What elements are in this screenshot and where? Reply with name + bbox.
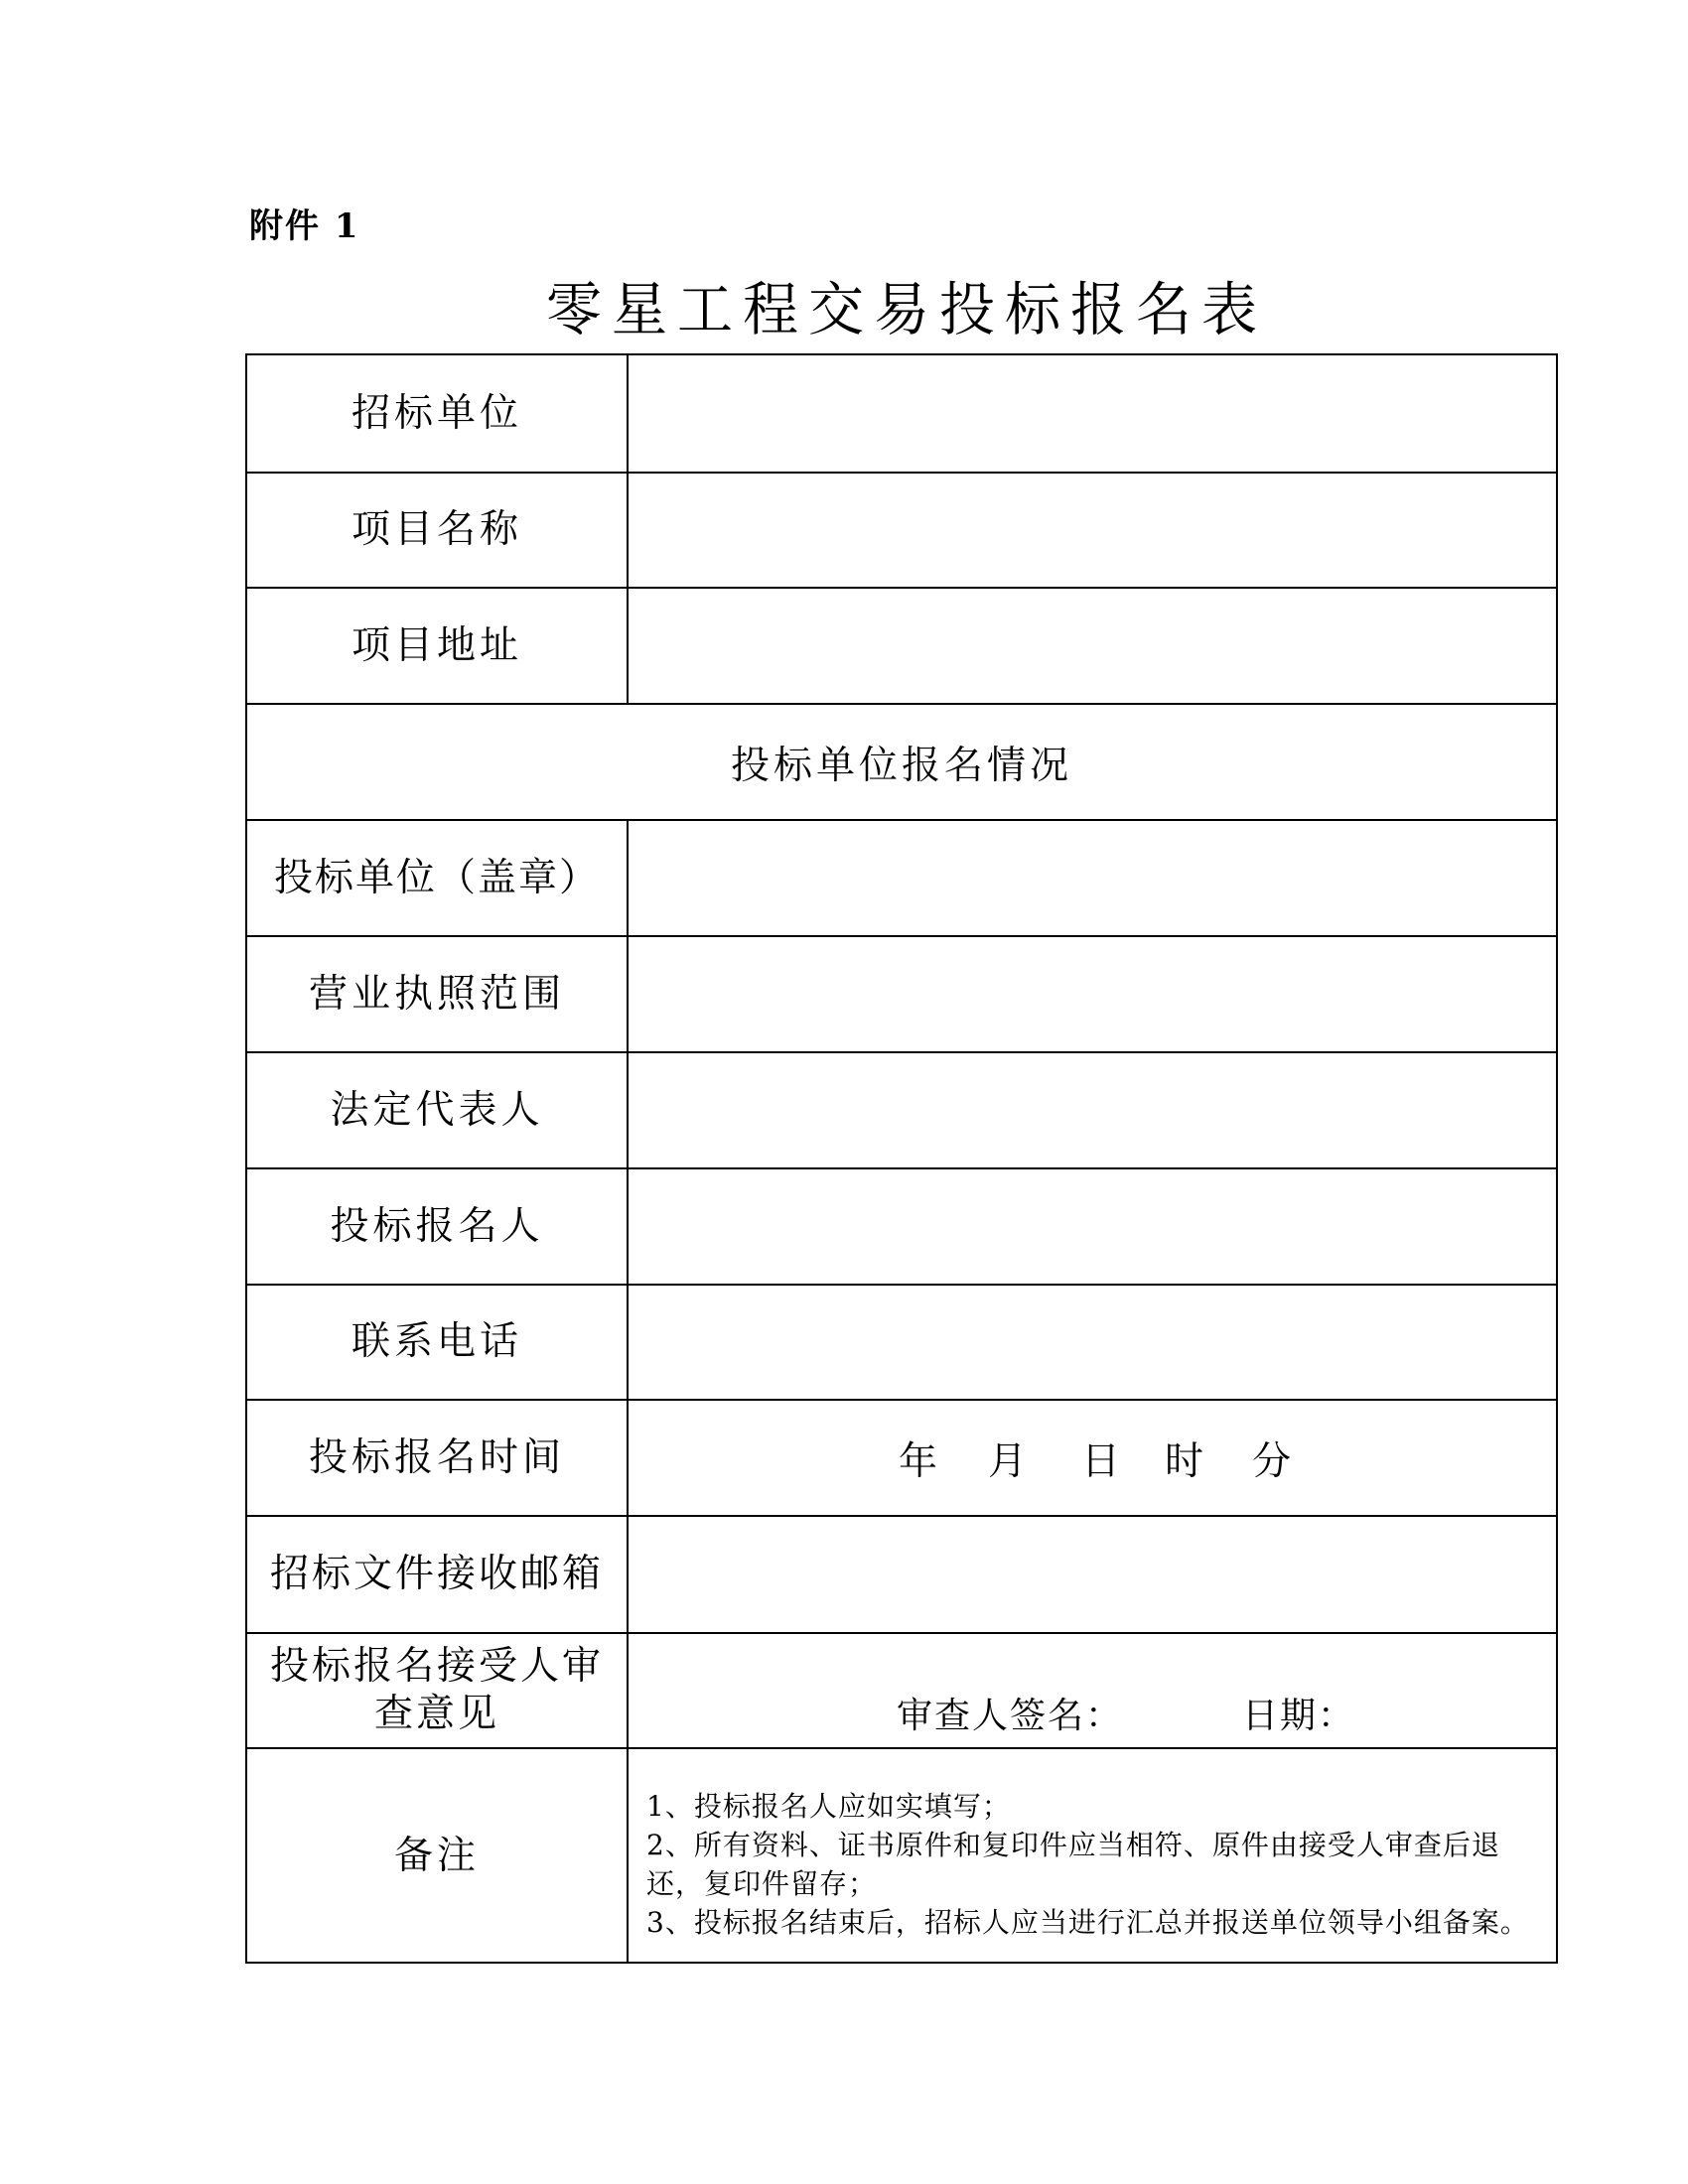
row-label: 项目名称 (247, 474, 629, 587)
project-address-field[interactable] (629, 589, 1556, 703)
attachment-label: 附件 1 (249, 206, 360, 246)
row-label: 投标报名人 (247, 1169, 629, 1284)
row-label: 营业执照范围 (247, 937, 629, 1051)
note-item: 2、所有资料、证书原件和复印件应当相符、原件由接受人审查后退还，复印件留存； (646, 1829, 1500, 1900)
row-label: 联系电话 (247, 1286, 629, 1399)
month-label: 月 (988, 1438, 1028, 1484)
business-scope-field[interactable] (629, 937, 1556, 1051)
row-label: 招标单位 (247, 355, 629, 472)
table-row-phone (247, 1284, 1556, 1399)
note-item: 1、投标报名人应如实填写； (646, 1790, 1011, 1823)
registration-time-field[interactable] (629, 1401, 1556, 1515)
row-label: 投标报名时间 (247, 1401, 629, 1515)
table-row-section-header (247, 703, 1556, 819)
review-field[interactable] (629, 1634, 1556, 1747)
project-name-field[interactable] (629, 474, 1556, 587)
row-label: 项目地址 (247, 589, 629, 703)
note-item: 3、投标报名结束后，招标人应当进行汇总并报送单位领导小组备案。 (646, 1906, 1529, 1939)
table-row-registration-time (247, 1399, 1556, 1515)
legal-rep-field[interactable] (629, 1053, 1556, 1167)
year-label: 年 (899, 1438, 938, 1484)
table-row-bidder (247, 819, 1556, 935)
row-label: 投标单位（盖章） (247, 821, 629, 935)
notes-list (646, 1787, 1546, 1942)
day-label: 日 (1081, 1438, 1121, 1484)
notes-cell (629, 1749, 1556, 1964)
table-row-tenderer (247, 355, 1556, 472)
row-label: 法定代表人 (247, 1053, 629, 1167)
table-row-business-scope (247, 935, 1556, 1051)
form-title: 零星工程交易投标报名表 (546, 276, 1267, 344)
table-row-registrant (247, 1167, 1556, 1284)
reviewer-signature-label: 审查人签名： (897, 1696, 1124, 1736)
email-field[interactable] (629, 1517, 1556, 1632)
table-row-project-name (247, 472, 1556, 587)
row-label: 投标报名接受人审查意见 (247, 1634, 629, 1747)
minute-label: 分 (1252, 1438, 1292, 1484)
registration-form-table (245, 353, 1558, 1964)
row-label: 备注 (247, 1749, 629, 1964)
section-title: 投标单位报名情况 (730, 743, 1072, 788)
tenderer-field[interactable] (629, 355, 1556, 472)
hour-label: 时 (1165, 1438, 1204, 1484)
table-row-email (247, 1515, 1556, 1632)
row-label: 招标文件接收邮箱 (247, 1517, 629, 1632)
registrant-field[interactable] (629, 1169, 1556, 1284)
table-row-review (247, 1632, 1556, 1747)
bidder-field[interactable] (629, 821, 1556, 935)
phone-field[interactable] (629, 1286, 1556, 1399)
table-row-notes (247, 1747, 1556, 1964)
table-row-project-address (247, 587, 1556, 703)
review-date-label: 日期： (1242, 1696, 1356, 1736)
table-row-legal-rep (247, 1051, 1556, 1167)
